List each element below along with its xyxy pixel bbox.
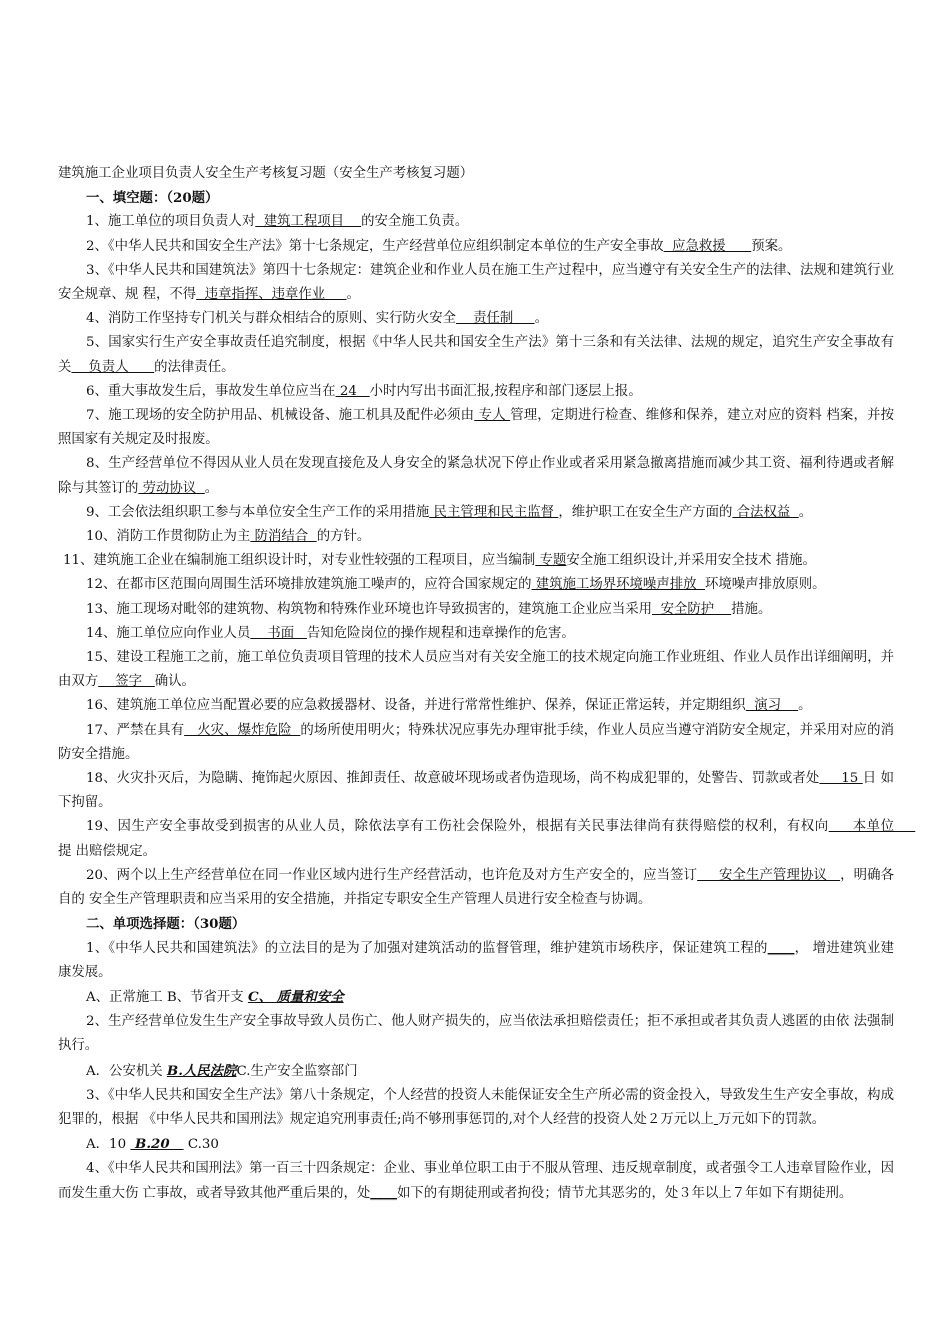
question-text: 的安全施工负责。 xyxy=(361,214,469,230)
question-text: 告知危险岗位的操作规程和违章操作的危害。 xyxy=(306,625,575,641)
fill-blank-item xyxy=(58,694,894,718)
fill-blank-item xyxy=(58,598,894,622)
fill-blank-item xyxy=(58,259,894,307)
fill-blank-item xyxy=(58,815,916,863)
answer-text: 建筑工程项目 xyxy=(255,214,362,230)
question-text: 3、《中华人民共和国安全生产法》第八十条规定，个人经营的投资人未能保证安全生产所必需的资金投入，导致发生生产安全事故，构成犯罪的，根据 《中华人民共和国刑法》规定追究刑事责任;尚不够刑事惩罚的,对个人经营的投资人处２万元以上 xyxy=(58,1087,894,1127)
answer-text: 劳动协议 xyxy=(138,480,205,496)
fill-blank-item xyxy=(58,452,894,500)
question-text: 万元如下的罚款。 xyxy=(718,1111,826,1127)
question-text: 17、严禁在具有 xyxy=(86,722,185,738)
options-text: A、正常施工 B、节省开支 xyxy=(86,989,248,1005)
answer-text: 防消结合 xyxy=(250,529,317,545)
fill-blank-item xyxy=(58,719,894,767)
fill-blank-item xyxy=(58,549,894,573)
question-text: 管理，定期进行检查、维修和保养，建立对应的资料 档案，并按照国家有关规定及时报废。 xyxy=(58,408,894,448)
question-text: 。 xyxy=(534,311,548,327)
question-text: 小时内写出书面汇报,按程序和部门逐层上报。 xyxy=(369,383,642,399)
answer-text: 应急救援 xyxy=(663,238,752,254)
answer-blank: ____ xyxy=(370,1185,398,1201)
answer-text: 24 xyxy=(335,383,370,399)
question-item xyxy=(58,1157,894,1205)
question-text: 3、《中华人民共和国建筑法》第四十七条规定：建筑企业和作业人员在施工生产过程中，应当遵守有关安全生产的法律、法规和建筑行业安全规章、规 程，不得 xyxy=(58,262,894,303)
correct-answer: B.人民法院 xyxy=(166,1062,237,1079)
question-text: 。 xyxy=(798,504,813,520)
question-text: 1、《中华人民共和国建筑法》的立法目的是为了加强对建筑活动的监督管理，维护建筑市场秩序，保证建筑工程的 xyxy=(86,940,768,956)
fill-blank-list xyxy=(58,210,916,912)
choice-options xyxy=(58,985,894,1010)
question-item: 2、生产经营单位发生生产安全事故导致人员伤亡、他人财产损失的，应当依法承担赔偿责任；拒不承担或者其负责人逃匿的由依 法强制执行。 xyxy=(58,1014,894,1054)
question-text: 确认。 xyxy=(154,674,195,690)
question-text: 4、消防工作坚持专门机关与群众相结合的原则、实行防火安全 xyxy=(86,311,457,327)
answer-text: 建筑施工场界环境噪声排放 xyxy=(531,577,706,593)
question-text: ，明确各自的 安全生产管理职责和应当采用的安全措施，并指定专职安全生产管理人员进行安全检查与协调。 xyxy=(58,867,894,908)
answer-text: 演习 xyxy=(745,698,799,714)
options-text: A．公安机关 xyxy=(86,1063,167,1079)
question-text: 安全施工组织设计,并采用安全技术 措施。 xyxy=(566,553,816,569)
document-title: 建筑施工企业项目负责人安全生产考核复习题（安全生产考核复习题） xyxy=(58,166,474,181)
section-heading-fill-blank: 一、填空题：（20题） xyxy=(86,190,219,207)
question-text: 。 xyxy=(346,287,360,303)
correct-answer: B.20 xyxy=(130,1136,184,1153)
question-text: 日 如下拘留。 xyxy=(58,771,895,811)
fill-blank-item xyxy=(58,210,894,234)
answer-text: 本单位 xyxy=(828,819,916,835)
question-text: 9、工会依法组织职工参与本单位安全生产工作的采用措施 xyxy=(86,504,430,520)
question-text: 。 xyxy=(204,480,219,496)
question-text: 5、国家实行生产安全事故责任追究制度，根据《中华人民共和国安全生产法》第十三条和有关法律、法规的规定，追究生产安全事故有关 xyxy=(58,335,894,375)
question-text: 2、《中华人民共和国安全生产法》第十七条规定，生产经营单位应组织制定本单位的生产安全事故 xyxy=(86,238,664,254)
question-text: 1、施工单位的项目负责人对 xyxy=(86,214,256,230)
options-text: C.生产安全监察部门 xyxy=(236,1063,358,1079)
fill-blank-item xyxy=(58,404,894,452)
answer-text: 15 xyxy=(819,771,863,787)
question-text: 11、建筑施工企业在编制施工组织设计时，对专业性较强的工程项目，应当编制 xyxy=(63,553,536,569)
fill-blank-item xyxy=(58,525,894,549)
answer-text: 书面 xyxy=(250,625,307,641)
answer-text: 安全生产管理协议 xyxy=(697,867,841,883)
answer-text: 火灾、爆炸危险 xyxy=(184,722,301,738)
fill-blank-item xyxy=(58,864,894,912)
fill-blank-item xyxy=(58,767,894,815)
question-text: ，维护职工在安全生产方面的 xyxy=(558,504,733,520)
answer-text: 违章指挥、违章作业 xyxy=(196,287,347,303)
choice-options xyxy=(58,1132,894,1157)
correct-answer: C、 质量和安全 xyxy=(247,988,344,1005)
fill-blank-item xyxy=(58,307,894,331)
question-text: 10、消防工作贯彻防止为主 xyxy=(86,529,251,545)
question-text: 14、施工单位应向作业人员 xyxy=(86,625,251,641)
answer-text: 责任制 xyxy=(456,311,535,327)
document-body xyxy=(58,162,916,1206)
question-text: 提 出赔偿规定。 xyxy=(58,843,156,859)
answer-text: 负责人 xyxy=(71,359,155,375)
question-text: 预案。 xyxy=(751,238,792,254)
question-text: 环境噪声排放原则。 xyxy=(705,577,826,593)
question-text: ， 增进建筑业建康发展。 xyxy=(58,940,894,980)
section-heading-single-choice: 二、单项选择题：（30题） xyxy=(86,916,246,933)
answer-text: 民主管理和民主监督 xyxy=(429,504,559,520)
fill-blank-item xyxy=(58,235,894,259)
choice-options xyxy=(58,1059,894,1084)
question-text: 8、生产经营单位不得因从业人员在发现直接危及人身安全的紧急状况下停止作业或者采用紧急撤离措施而减少其工资、福利待遇或者解除与其签订的 xyxy=(58,456,894,496)
question-item xyxy=(58,1084,894,1132)
question-text: 20、两个以上生产经营单位在同一作业区域内进行生产经营活动，也许危及对方生产安全的，应当签订 xyxy=(86,867,698,883)
question-text: 6、重大事故发生后，事故发生单位应当在 xyxy=(86,383,336,399)
question-text: 16、建筑施工单位应当配置必要的应急救援器材、设备，并进行常常性维护、保养，保证正常运转，并定期组织 xyxy=(86,698,746,714)
fill-blank-item xyxy=(58,646,894,694)
question-text: 12、在都市区范围向周围生活环境排放建筑施工噪声的，应符合国家规定的 xyxy=(86,577,532,593)
answer-text: 专人 xyxy=(474,408,511,424)
question-text: 的法律责任。 xyxy=(154,359,235,375)
question-text: 15、建设工程施工之前，施工单位负责项目管理的技术人员应当对有关安全施工的技术规定向施工作业班组、作业人员作出详细阐明，并由双方 xyxy=(58,650,894,690)
question-text: 。 xyxy=(798,698,812,714)
options-text: C.30 xyxy=(183,1137,219,1153)
question-text: 4、《中华人民共和国刑法》第一百三十四条规定：企业、事业单位职工由于不服从管理、违反规章制度，或者强令工人违章冒险作业，因而发生重大伤 亡事故，或者导致其他严重后果的，处 xyxy=(58,1161,894,1201)
question-text: 13、施工现场对毗邻的建筑物、构筑物和特殊作业环境也许导致损害的，建筑施工企业应当采用 xyxy=(86,601,653,617)
options-text: A．10 xyxy=(86,1137,131,1153)
question-text: 的场所使用明火；特殊状况应事先办理审批手续，作业人员应当遵守消防安全规定，并采用对应的消 防安全措施。 xyxy=(58,722,894,762)
fill-blank-item xyxy=(58,622,894,646)
question-text: 7、施工现场的安全防护用品、机械设备、施工机具及配件必须由 xyxy=(86,408,475,424)
answer-blank: ____ xyxy=(767,940,795,956)
answer-text: 安全防护 xyxy=(652,601,732,617)
question-text: 的方针。 xyxy=(316,529,371,545)
answer-text: 合法权益 xyxy=(732,504,799,520)
question-item xyxy=(58,937,894,985)
answer-text: 签字 xyxy=(98,674,155,690)
fill-blank-item xyxy=(58,331,894,379)
fill-blank-item xyxy=(58,501,894,525)
question-text: 18、火灾扑灭后，为隐瞒、掩饰起火原因、推卸责任、故意破坏现场或者伪造现场，尚不构成犯罪的，处警告、罚款或者处 xyxy=(86,771,820,787)
question-text: 19、因生产安全事故受到损害的从业人员，除依法享有工伤社会保险外，根据有关民事法律尚有获得赔偿的权利，有权向 xyxy=(86,819,829,835)
fill-blank-item xyxy=(58,380,894,404)
fill-blank-item xyxy=(58,573,894,597)
question-text: 措施。 xyxy=(731,601,772,617)
question-text: 如下的有期徒刑或者拘役；情节尤其恶劣的，处３年以上７年如下有期徒刑。 xyxy=(397,1185,853,1201)
answer-text: 专题 xyxy=(535,553,567,569)
